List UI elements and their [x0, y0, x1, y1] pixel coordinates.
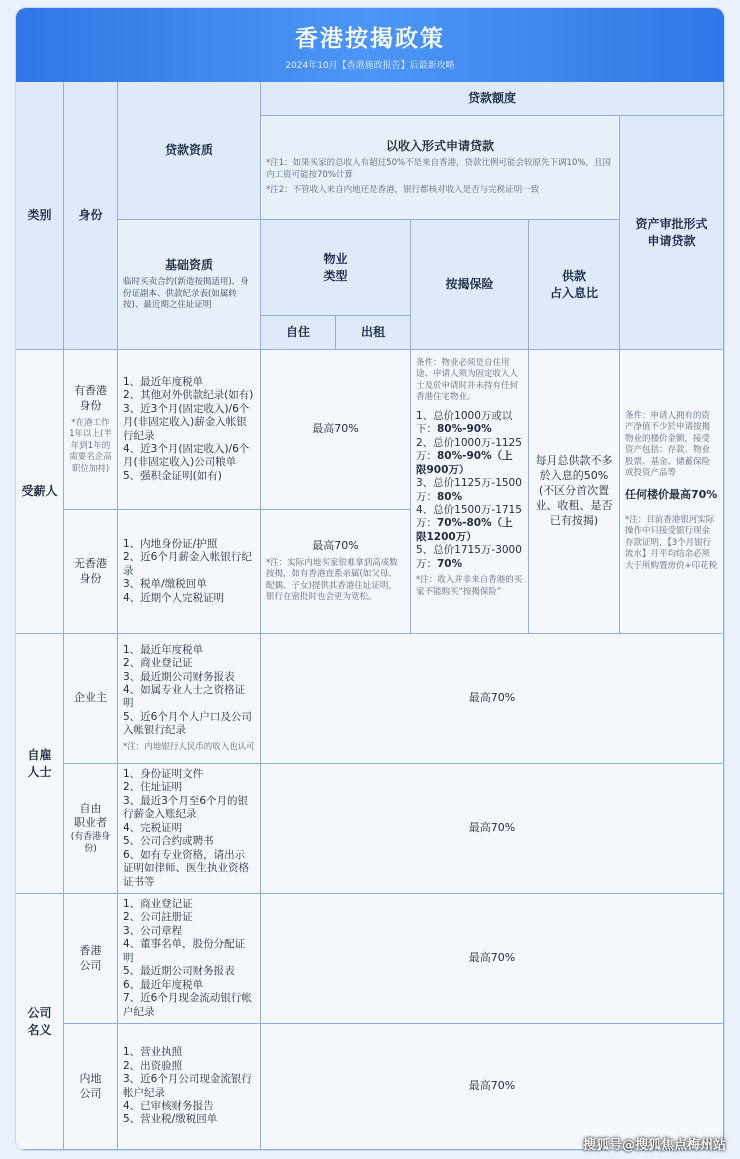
policy-table-frame [16, 8, 724, 1150]
non-hk-identity-ratio: 最高70% [312, 539, 359, 553]
header-property-type: 物业 类型 [261, 220, 411, 316]
basic-qualification-desc: 临时买卖合约(新造按揭适用)、身份证副本、供款纪录表(如属转按)、最近期之住址证明 [123, 277, 249, 311]
non-hk-identity-docs [118, 510, 261, 634]
page-title: 香港按揭政策 [295, 26, 445, 52]
header-rent-out: 出租 [336, 316, 411, 350]
freelancer-docs-list: 1、身份证明文件 2、住址证明 3、最近3个月至6个月的银行薪金入账纪录 4、完税证明 5、公司合约或聘书 6、如有专业资格，请出示证明如律师、医生执业资格证书等 [123, 768, 249, 888]
page-subtitle: 2024年10月【香港施政报告】后最新攻略 [285, 61, 455, 71]
insurance-tier-3: 3、总价1125万-1500万：80% [416, 477, 522, 503]
identity-hk-label: 有香港 身份 [74, 383, 107, 412]
category-self-employed: 自雇 人士 [16, 634, 64, 894]
mainland-company-docs [118, 1024, 261, 1150]
hk-company-docs [118, 894, 261, 1024]
identity-hk-note: *在港工作1年以上(半年到1年的需要名企高职位加持) [69, 417, 112, 474]
asset-condition: 条件：申请人拥有的资产净值不少於申请按揭物业的楼价金额，接受资产包括：存款、物业股票、基金、储蓄保险或投资产品等 [625, 411, 711, 479]
hk-company-docs-list: 1、商业登记证 2、公司註册证 3、公司章程 4、董事名单，股份分配证明 5、最近期公司财务报表 6、最近年度税单 7、近6个月现金流动银行帐户纪录 [123, 898, 252, 1018]
watermark: 搜狐号@搜狐焦点梅州站 [582, 1138, 726, 1153]
freelancer-label: 自由 职业者 [74, 801, 107, 830]
header-basic-qualification [118, 220, 261, 350]
identity-mainland-company: 内地 公司 [64, 1024, 118, 1150]
identity-owner: 企业主 [64, 634, 118, 764]
identity-hk [64, 350, 118, 510]
hk-company-ratio: 最高70% [261, 894, 724, 1024]
income-apply-title: 以收入形式申请贷款 [385, 139, 494, 154]
identity-hk-company: 香港 公司 [64, 894, 118, 1024]
income-note-2: *注2：不管收入来自内地还是香港，银行都核对收入是否与完税证明一致 [266, 185, 540, 196]
owner-note: *注：内地银行人民币的收入也认可 [123, 741, 255, 752]
identity-freelancer [64, 764, 118, 894]
freelancer-sub: (有香港身份) [70, 832, 111, 855]
asset-note: *注：目前香港银河实际操作中只接受银行现金存款证明，【3个月银行流水】月平均结余必须大于所购置房价+印花税 [625, 514, 718, 571]
hk-identity-ratio: 最高70% [261, 350, 411, 510]
header-identity: 身份 [64, 82, 118, 350]
insurance-condition: 条件：物业必须是自住用途、申请人须为固定收入人士及於申请时并未持有任何香港住宅物业。 [416, 358, 519, 403]
insurance-tier-4: 4、总价1500万-1715万：70%-80%（上限1200万） [416, 503, 522, 543]
mortgage-insurance-cell [411, 350, 529, 634]
mainland-company-docs-list: 1、营业执照 2、出资验照 3、近6个月公司现金流银行帐户纪录 4、已审核财务报告 5、营业税/缴税回单 [123, 1046, 252, 1126]
insurance-tier-2: 2、总价1000万-1125万：80%-90%（上限900万） [416, 436, 522, 476]
owner-docs [118, 634, 261, 764]
income-note-1: *注1：如果买家的总收入有超过50%不是来自香港，贷款比例可能会较原先下调10%，且国内工资可能按70%计算 [266, 158, 611, 180]
owner-ratio: 最高70% [261, 634, 724, 764]
category-salaried: 受薪人 [16, 350, 64, 634]
insurance-tiers [416, 410, 523, 571]
non-hk-identity-note: *注：实际内地买家很难拿到高成数按揭，如有香港直系亲属(如父母、配偶、子女)提供其香港住址证明，银行在密批时也会更为宽松。 [266, 557, 398, 603]
hk-identity-docs-list: 1、最近年度税单 2、其他对外供款纪录(如有) 3、近3个月(固定收入)/6个月(非固定收入)薪金入帐银行纪录 4、近3个月(固定收入)/6个月(非固定收入)公司粮单 5、强积金证明(如有) [123, 375, 254, 482]
header-mortgage-insurance: 按揭保险 [411, 220, 529, 350]
asset-ratio: 任何楼价最高70% [625, 487, 718, 501]
category-company: 公司 名义 [16, 894, 64, 1150]
header-asset-apply: 资产审批形式 申请贷款 [620, 116, 724, 350]
repayment-ratio-value: 每月总供款不多於入息的50%(不区分首次置业、收租、是否已有按揭) [529, 350, 620, 634]
mainland-company-ratio: 最高70% [261, 1024, 724, 1150]
non-hk-identity-docs-list: 1、内地身份证/护照 2、近6个月薪金入帐银行纪录 3、税单/缴税回单 4、近期个人完税证明 [123, 537, 252, 604]
insurance-tier-5: 5、总价1715万-3000万：70% [416, 544, 522, 570]
identity-non-hk: 无香港 身份 [64, 510, 118, 634]
header-self-use: 自住 [261, 316, 336, 350]
header-loan-amount: 贷款额度 [261, 82, 724, 116]
header-category: 类别 [16, 82, 64, 350]
owner-docs-list: 1、最近年度税单 2、商业登记证 3、最近期公司财务报表 4、如属专业人士之资格证明 5、近6个月个人户口及公司入帐银行纪录 [123, 643, 252, 737]
non-hk-identity-ratio-cell [261, 510, 411, 634]
asset-apply-cell [620, 350, 724, 634]
header-repayment-ratio: 供款 占入息比 [529, 220, 620, 350]
insurance-note: *注：收入并非来自香港的买家不能购买“按揭保险” [416, 575, 523, 597]
header-loan-qualification: 贷款资质 [118, 82, 261, 220]
header-banner [16, 8, 724, 82]
header-income-apply [261, 116, 620, 220]
basic-qualification-title: 基础资质 [164, 258, 213, 273]
insurance-tier-1: 1、总价1000万或以下：80%-90% [416, 409, 513, 436]
freelancer-docs [118, 764, 261, 894]
freelancer-ratio: 最高70% [261, 764, 724, 894]
hk-identity-docs [118, 350, 261, 510]
